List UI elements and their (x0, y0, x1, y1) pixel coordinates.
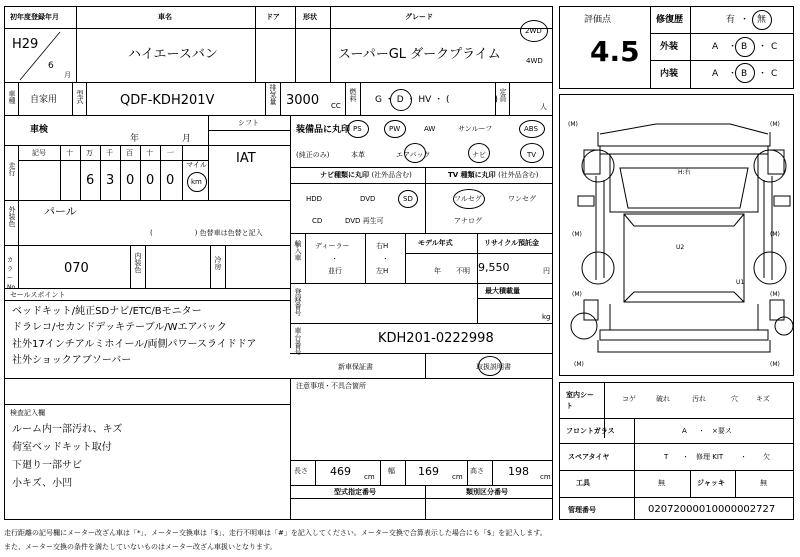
digit-5: 0 (166, 173, 175, 188)
color-note: ( ) 色替車は色替と記入 (150, 229, 263, 237)
category: 自家用 (30, 95, 58, 105)
selling-point-3: 社外17インチアルミホイール/両側パワースライドドア (12, 339, 257, 350)
model: QDF-KDH201V (120, 93, 215, 108)
diagram-m-6: (M) (770, 291, 780, 298)
shift-label: シフト (238, 119, 259, 127)
diagram-m-7: (M) (574, 361, 584, 368)
colorno-value: 070 (64, 261, 89, 276)
length-value: 469 (330, 465, 351, 478)
equip-pw: PW (389, 125, 401, 133)
navi-cd: CD (312, 217, 323, 225)
height-label: 高さ (470, 467, 484, 475)
digit-1: 6 (86, 173, 95, 188)
exterior-c: C (771, 42, 778, 52)
exterior-label: 外装 (660, 42, 679, 52)
navi-label-text: ナビ種類に丸印 (320, 171, 369, 179)
warranty-manual: 取扱説明書 (476, 363, 511, 371)
drive-4wd: 4WD (526, 57, 543, 65)
drive-2wd: 2WD (525, 27, 542, 35)
class-label: 類別区分番号 (466, 488, 508, 496)
warranty-new: 新車保証書 (338, 363, 373, 371)
score-label: 評価点 (584, 15, 612, 25)
navi-sub: (社外品含む) (371, 171, 412, 179)
equip-navi: ナビ (472, 151, 486, 159)
tv-fullseg: フルセグ (454, 195, 482, 203)
ac-label: 冷房 (214, 256, 222, 270)
person-unit: 人 (540, 103, 547, 111)
max-load-unit: kg (542, 313, 551, 321)
diagram-m-1: (M) (568, 121, 578, 128)
inspection-year: 年 (130, 134, 140, 144)
spare-none: 欠 (763, 453, 770, 461)
tv-analog: アナログ (454, 217, 482, 225)
equip-airbag: エアバック (396, 151, 431, 159)
car-name: ハイエースバン (128, 47, 218, 62)
displacement-label: 排気量 (269, 84, 277, 105)
digit-label-6: 一 (167, 149, 174, 157)
diagram-u2: U2 (676, 244, 685, 251)
tv-label-text: TV 種類に丸印 (448, 171, 496, 179)
digit-4: 0 (146, 173, 155, 188)
import-right: 右H (376, 242, 389, 250)
door-label: ドア (266, 13, 280, 21)
length-label: 長さ (294, 467, 308, 475)
exterior-dot-2: ・ (758, 42, 768, 52)
inspector-label: 検査記入欄 (10, 409, 45, 417)
reg-no-label: 登録番号 (294, 288, 302, 316)
equip-sub: (純正のみ) (296, 151, 330, 159)
seat-item-5: キズ (756, 395, 770, 403)
jack-value: 無 (760, 479, 767, 487)
tools-label: 工具 (576, 479, 590, 487)
equip-leather: 本革 (351, 151, 365, 159)
mgmt-value: 02072000010000002727 (648, 504, 776, 515)
mileage-unit-label: 記号 (32, 149, 46, 157)
shape-label: 形状 (303, 13, 317, 21)
repair-yes: 有 (726, 15, 736, 25)
first-reg-label: 初年度登録年月 (10, 13, 59, 21)
repair-label: 修復歴 (656, 15, 684, 25)
windshield-replace: ×要ス (712, 427, 732, 435)
interior-dot-1: ・ (728, 69, 738, 79)
import-parallel: 並行 (328, 267, 342, 275)
width-cm: cm (452, 473, 463, 481)
score-value: 4.5 (590, 35, 640, 68)
selling-point-1: ベッドキット/純正SDナビ/ETC/Bモニター (12, 306, 202, 317)
mile-label: マイル (186, 161, 207, 169)
height-value: 198 (508, 465, 529, 478)
navi-dvd-play: DVD 再生可 (345, 217, 384, 225)
footer-line-1: 走行距離の記号欄にメーター改ざん車は「*」、メーター交換車は「$」、走行不明車は「#」を記入してください。メーター交換で合算表示した場合にも「$」を記入します。 (4, 529, 547, 537)
digit-label-2: 万 (86, 149, 93, 157)
capacity-label: 定員 (499, 88, 507, 102)
category-label: 車種 (8, 90, 16, 104)
digit-3: 0 (126, 173, 135, 188)
inspector-line-1: ルーム内一部汚れ、キズ (12, 424, 123, 435)
chassis-value: KDH201-0222998 (378, 331, 494, 346)
seat-item-2: 破れ (656, 395, 670, 403)
spare-label: スペアタイヤ (568, 453, 610, 461)
model-year-label: モデル年式 (418, 239, 453, 247)
spare-t: T (664, 453, 669, 461)
color-label: 外装色 (8, 206, 16, 227)
selling-points-label: セールスポイント (10, 291, 66, 299)
interior-label: 内装 (660, 69, 679, 79)
inspector-line-2: 荷室ベッドキット取付 (12, 442, 112, 453)
interior-a: A (712, 69, 719, 79)
width-value: 169 (418, 465, 439, 478)
chassis-label: 車台番号 (294, 327, 302, 355)
inspection-label: 車検 (30, 125, 49, 135)
cc-unit: CC (331, 102, 341, 110)
exterior-a: A (712, 42, 719, 52)
fuel: G ・ D ・ HV ・ ( ) (375, 95, 499, 105)
windshield-dot: ・ (698, 427, 705, 435)
km-unit: km (191, 178, 202, 186)
color-value: パール (44, 205, 77, 218)
type-spec-label: 型式指定番号 (334, 488, 376, 496)
tools-value: 無 (658, 479, 665, 487)
equip-aw: AW (424, 125, 436, 133)
interior-color-label: 内装色 (134, 252, 142, 273)
first-reg-month-unit: 月 (64, 71, 71, 79)
grade-label: グレード (405, 13, 433, 21)
max-load-label: 最大積載量 (485, 287, 520, 295)
length-cm: cm (364, 473, 375, 481)
digit-label-1: 十 (66, 149, 73, 157)
recycle-value: 9,550 (478, 261, 510, 274)
diagram-m-3: (M) (572, 231, 582, 238)
inspection-month: 月 (182, 134, 192, 144)
exterior-dot-1: ・ (728, 42, 738, 52)
navi-hdd: HDD (306, 195, 323, 203)
height-cm: cm (540, 473, 551, 481)
model-year-year: 年 (434, 267, 441, 275)
interior-dot-2: ・ (758, 69, 768, 79)
exterior-b: B (741, 42, 748, 52)
import-dot-2: ・ (382, 255, 389, 263)
selling-point-4: 社外ショックアブソーバー (12, 355, 132, 366)
shift-value: IAT (236, 151, 256, 166)
footer-line-2: また、メーター交換の条件を満たしていないものはメーター改ざん車扱いとなります。 (4, 543, 277, 551)
displacement: 3000 (286, 93, 320, 108)
import-dot-1: ・ (331, 255, 338, 263)
repair-dot: ・ (740, 15, 750, 25)
model-year-unknown: 不明 (456, 267, 470, 275)
equip-sunroof: サンルーフ (458, 125, 493, 133)
colorno-label: カラーNo. (7, 257, 17, 291)
windshield-label: フロントガラス (566, 427, 615, 435)
windshield-a: A (682, 427, 687, 435)
spare-dot-2: ・ (740, 453, 747, 461)
first-reg-month: 6 (48, 61, 54, 71)
tv-oneseg: ワンセグ (508, 195, 536, 203)
mgmt-label: 管理番号 (568, 506, 596, 514)
equip-ps: PS (353, 125, 362, 133)
seat-label: 室内シート (566, 391, 594, 410)
import-left: 左H (376, 267, 389, 275)
diagram-m-2: (M) (770, 121, 780, 128)
seat-item-1: コゲ (622, 395, 636, 403)
seat-item-3: 汚れ (692, 395, 706, 403)
spare-kit: 修理 KIT (696, 453, 724, 461)
width-label: 幅 (388, 467, 395, 475)
interior-b: B (741, 69, 748, 79)
import-label: 輸入車 (294, 240, 302, 261)
equip-tv: TV (527, 151, 537, 159)
navi-sd: SD (403, 195, 413, 203)
repair-no: 無 (757, 15, 767, 25)
tv-sub: (社外品含む) (498, 171, 539, 179)
recycle-label: リサイクル預託金 (484, 239, 540, 247)
diagram-m-5: (M) (572, 291, 582, 298)
import-dealer: ディーラー (315, 242, 350, 250)
diagram-u1: U1 (736, 279, 745, 286)
first-reg-year: H29 (12, 37, 39, 52)
diagram-m-8: (M) (770, 361, 780, 368)
equip-label: 装備品に丸印 (296, 125, 351, 135)
grade: スーパーGL ダークプライム (338, 47, 501, 62)
diagram-h-mark: H:右 (678, 169, 691, 176)
inspector-line-3: 下廻り一部サビ (12, 460, 82, 471)
digit-label-3: 千 (106, 149, 113, 157)
car-name-label: 車名 (158, 13, 172, 21)
inspector-line-4: 小キズ、小凹 (12, 478, 73, 489)
navi-dvd: DVD (360, 195, 376, 203)
selling-point-2: ドラレコ/セカンドデッキテーブル/Wエアバック (12, 322, 227, 333)
digit-2: 3 (106, 173, 115, 188)
interior-c: C (771, 69, 778, 79)
fuel-label: 燃料 (349, 88, 357, 102)
digit-label-5: 十 (146, 149, 153, 157)
seat-item-4: 穴 (731, 395, 738, 403)
mileage-label: 走行 (8, 162, 16, 176)
yen-unit: 円 (543, 267, 550, 275)
diagram-m-4: (M) (770, 231, 780, 238)
jack-label: ジャッキ (697, 479, 725, 487)
notes-label: 注意事項・不具合箇所 (296, 382, 366, 390)
equip-abs: ABS (524, 125, 538, 133)
spare-dot-1: ・ (682, 453, 689, 461)
model-label: 型式 (76, 90, 84, 104)
digit-label-4: 百 (126, 149, 133, 157)
